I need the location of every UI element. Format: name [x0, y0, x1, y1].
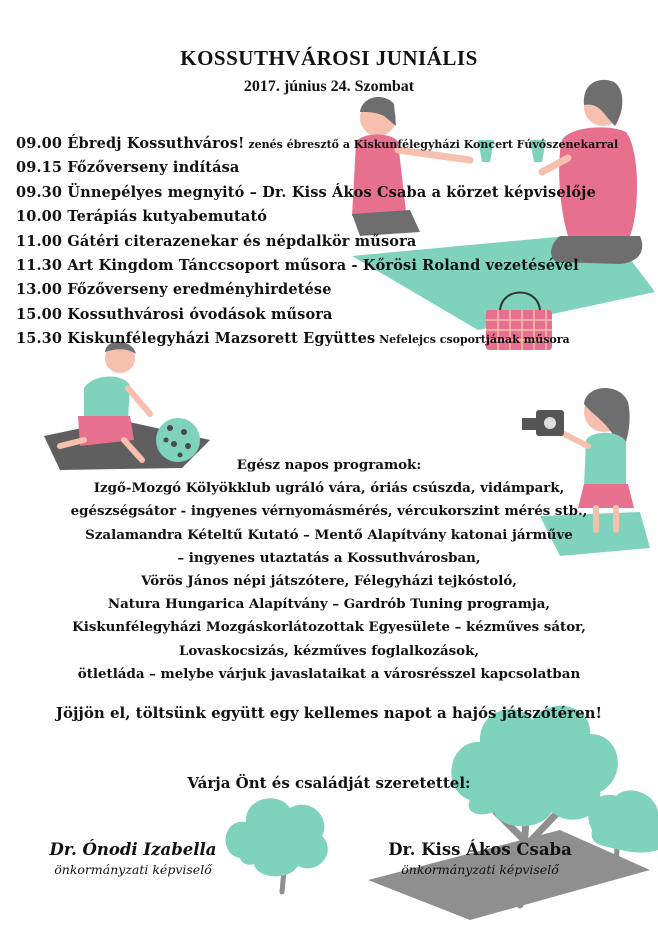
- signature-right: [360, 840, 600, 877]
- allday-line: Lovaskocsizás, kézműves foglalkozások,: [178, 642, 480, 659]
- event-date: 2017. június 24. Szombat: [243, 78, 415, 95]
- allday-line: Szalamandra Kételtű Kutató – Mentő Alapítvány katonai járműve: [85, 526, 573, 543]
- signer-role: önkormányzati képviselő: [54, 862, 212, 877]
- allday-heading: Egész napos programok:: [236, 457, 422, 473]
- child-shirt: [84, 376, 130, 420]
- signer-role: önkormányzati képviselő: [401, 862, 559, 877]
- schedule-item: 09.15 Főzőverseny indítása: [16, 159, 240, 177]
- greeting-text: Várja Önt és családját szeretettel:: [187, 774, 471, 792]
- signer-name: Dr. Kiss Ákos Csaba: [388, 840, 572, 859]
- schedule-item: 09.00 Ébredj Kossuthváros! zenés ébresztő a Kiskunfélegyházi Koncert Fúvószenekarral: [16, 135, 619, 152]
- schedule-item: 11.30 Art Kingdom Tánccsoport műsora - Kőrösi Roland vezetésével: [16, 256, 579, 274]
- schedule-item: 15.00 Kossuthvárosi óvodások műsora: [16, 305, 333, 323]
- schedule-item: 11.00 Gátéri citerazenekar és népdalkör műsora: [16, 232, 417, 250]
- signature-left: [18, 840, 248, 877]
- schedule-item: 13.00 Főzőverseny eredményhirdetése: [16, 281, 332, 299]
- schedule-item: 15.30 Kiskunfélegyházi Mazsorett Együttes Nefelejcs csoportjának műsora: [16, 330, 570, 348]
- invitation-text: Jöjjön el, töltsünk együtt egy kellemes napot a hajós játszótéren!: [55, 704, 603, 722]
- allday-line: ötletláda – melybe várjuk javaslataikat a városrésszel kapcsolatban: [77, 665, 581, 682]
- allday-line: Natura Hungarica Alapítvány – Gardrób Tuning programja,: [107, 596, 551, 613]
- allday-line: egészségsátor - ingyenes vérnyomásmérés, vércukorszint mérés stb.,: [70, 503, 588, 520]
- schedule-item: 10.00 Terápiás kutyabemutató: [16, 208, 268, 226]
- poster-title: KOSSUTHVÁROSI JUNIÁLIS: [180, 46, 478, 70]
- child-ball-illustration: [44, 342, 210, 470]
- schedule-item: 09.30 Ünnepélyes megnyitó – Dr. Kiss Ákos Csaba a körzet képviselője: [16, 183, 596, 201]
- allday-line: Izgő-Mozgó Kölyökklub ugráló vára, óriás csúszda, vidámpark,: [93, 480, 565, 497]
- allday-line: Kiskunfélegyházi Mozgáskorlátozottak Egyesülete – kézműves sátor,: [72, 619, 586, 636]
- signer-name: Dr. Ónodi Izabella: [49, 840, 217, 859]
- trees-illustration: [226, 706, 658, 920]
- allday-line: Vörös János népi játszótere, Félegyházi tejkóstoló,: [141, 572, 517, 589]
- allday-line: – ingyenes utaztatás a Kossuthvárosban,: [177, 549, 481, 566]
- schedule-list: [16, 132, 656, 352]
- allday-programs: [0, 454, 658, 686]
